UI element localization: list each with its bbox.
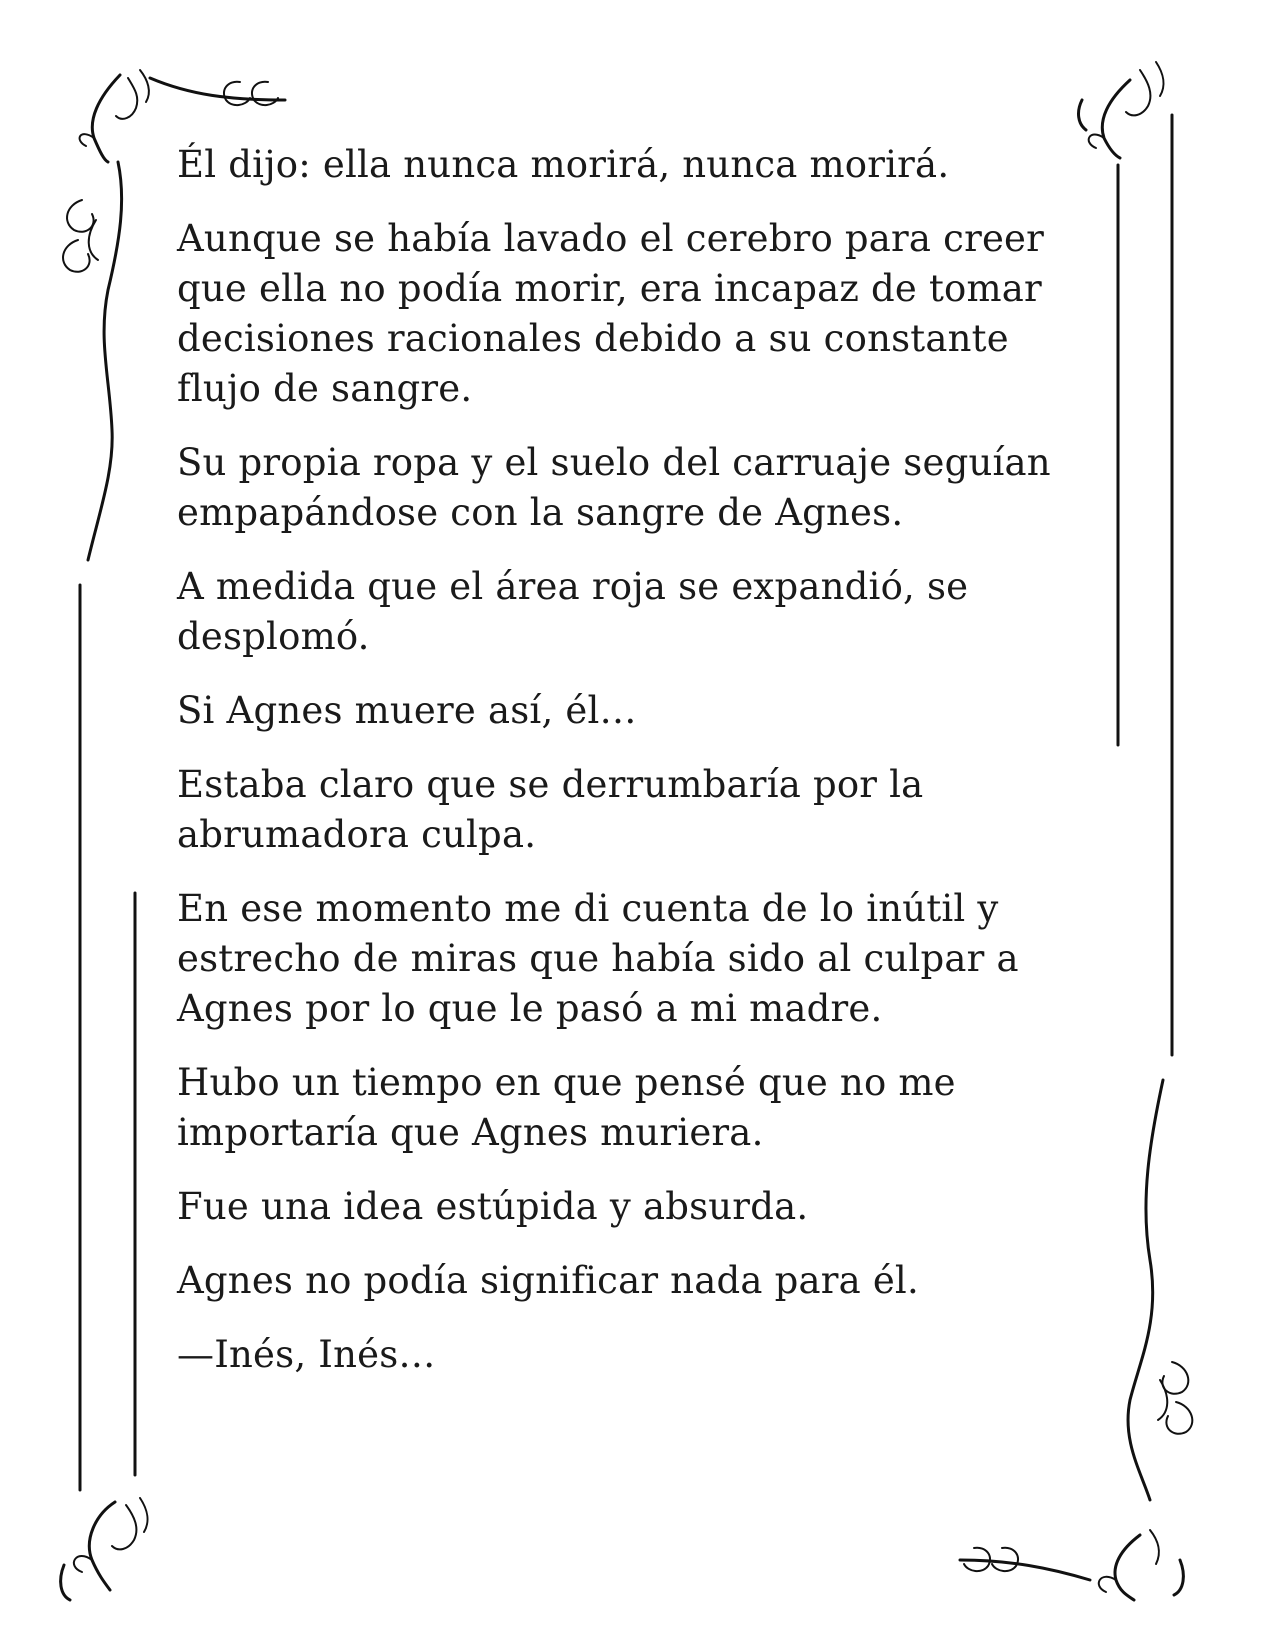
flourish-bottom-left (61, 1498, 148, 1600)
flourish-top-right (1079, 62, 1164, 158)
paragraph: Él dijo: ella nunca morirá, nunca morirá. (177, 143, 950, 186)
paragraph: Si Agnes muere así, él… (177, 689, 637, 732)
paragraph: —Inés, Inés… (177, 1333, 436, 1376)
text-body (177, 140, 1077, 1404)
paragraph: Estaba claro que se derrumbaría por la abrumadora culpa. (177, 763, 924, 856)
paragraph: Hubo un tiempo en que pensé que no me importaría que Agnes muriera. (177, 1061, 956, 1154)
paragraph: A medida que el área roja se expandió, se desplomó. (177, 565, 969, 658)
paragraph: Aunque se había lavado el cerebro para creer que ella no podía morir, era incapaz de tomar decisiones racionales debido a su constante flujo de sangre. (177, 217, 1045, 410)
paragraph: Su propia ropa y el suelo del carruaje seguían empapándose con la sangre de Agnes. (177, 441, 1051, 534)
paragraph: Agnes no podía significar nada para él. (177, 1259, 919, 1302)
paragraph: Fue una idea estúpida y absurda. (177, 1185, 809, 1228)
paragraph: En ese momento me di cuenta de lo inútil y estrecho de miras que había sido al culpar a Agnes por lo que le pasó a mi madre. (177, 887, 1019, 1030)
